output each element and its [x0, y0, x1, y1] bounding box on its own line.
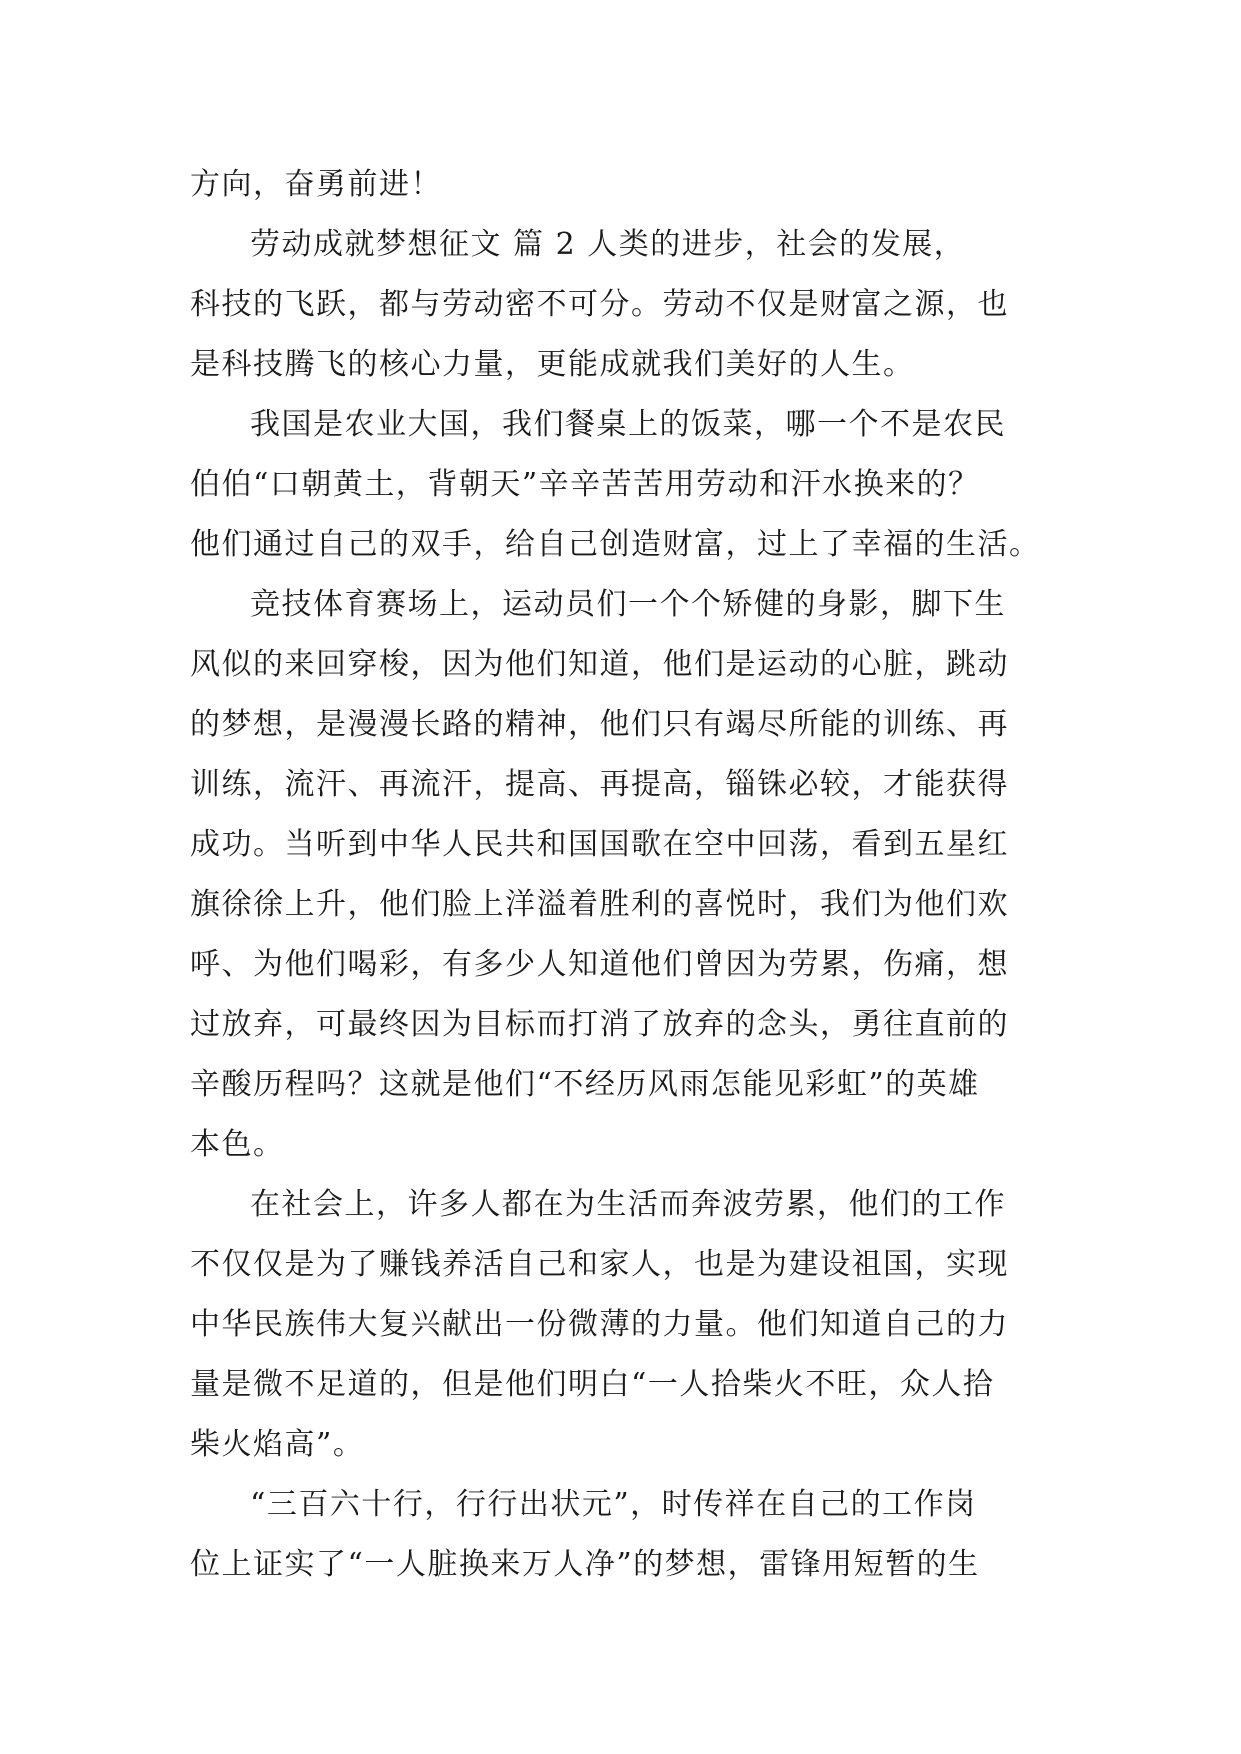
text-line: 本色。	[190, 1127, 285, 1162]
text-line: 过放弃，可最终因为目标而打消了放弃的念头，勇往直前的	[190, 1007, 1009, 1042]
paragraph-start-line: “三百六十行，行行出状元”，时传祥在自己的工作岗	[250, 1487, 977, 1522]
text-line: 他们通过自己的双手，给自己创造财富，过上了幸福的生活。	[190, 527, 1041, 562]
paragraph-start-line: 我国是农业大国，我们餐桌上的饭菜，哪一个不是农民	[250, 407, 1006, 442]
text-line: 中华民族伟大复兴献出一份微薄的力量。他们知道自己的力	[190, 1307, 1009, 1342]
text-line: 训练，流汗、再流汗，提高、再提高，锱铢必较，才能获得	[190, 767, 1009, 802]
text-line: 旗徐徐上升，他们脸上洋溢着胜利的喜悦时，我们为他们欢	[190, 887, 1009, 922]
text-line: 风似的来回穿梭，因为他们知道，他们是运动的心脏，跳动	[190, 647, 1009, 682]
text-line: 量是微不足道的，但是他们明白“一人拾柴火不旺，众人拾	[190, 1367, 995, 1402]
section-heading-line: 劳动成就梦想征文 篇 2 人类的进步，社会的发展，	[250, 227, 966, 262]
text-line: 成功。当听到中华人民共和国国歌在空中回荡，看到五星红	[190, 827, 1009, 862]
text-line: 科技的飞跃，都与劳动密不可分。劳动不仅是财富之源，也	[190, 287, 1009, 322]
text-line: 不仅仅是为了赚钱养活自己和家人，也是为建设祖国，实现	[190, 1247, 1009, 1282]
text-line: 伯伯“口朝黄土，背朝天”辛辛苦苦用劳动和汗水换来的？	[190, 467, 980, 502]
text-line: 柴火焰高”。	[190, 1427, 365, 1462]
paragraph-start-line: 竞技体育赛场上，运动员们一个个矫健的身影，脚下生	[250, 587, 1006, 622]
text-line: 辛酸历程吗？这就是他们“不经历风雨怎能见彩虹”的英雄	[190, 1067, 980, 1102]
text-line: 位上证实了“一人脏换来万人净”的梦想，雷锋用短暂的生	[190, 1547, 980, 1582]
paragraph-start-line: 在社会上，许多人都在为生活而奔波劳累，他们的工作	[250, 1187, 1006, 1222]
document-body	[190, 155, 1050, 1595]
text-line: 的梦想，是漫漫长路的精神，他们只有竭尽所能的训练、再	[190, 707, 1009, 742]
text-line: 是科技腾飞的核心力量，更能成就我们美好的人生。	[190, 347, 915, 382]
text-line: 呼、为他们喝彩，有多少人知道他们曾因为劳累，伤痛，想	[190, 947, 1009, 982]
text-line: 方向，奋勇前进！	[190, 167, 442, 202]
